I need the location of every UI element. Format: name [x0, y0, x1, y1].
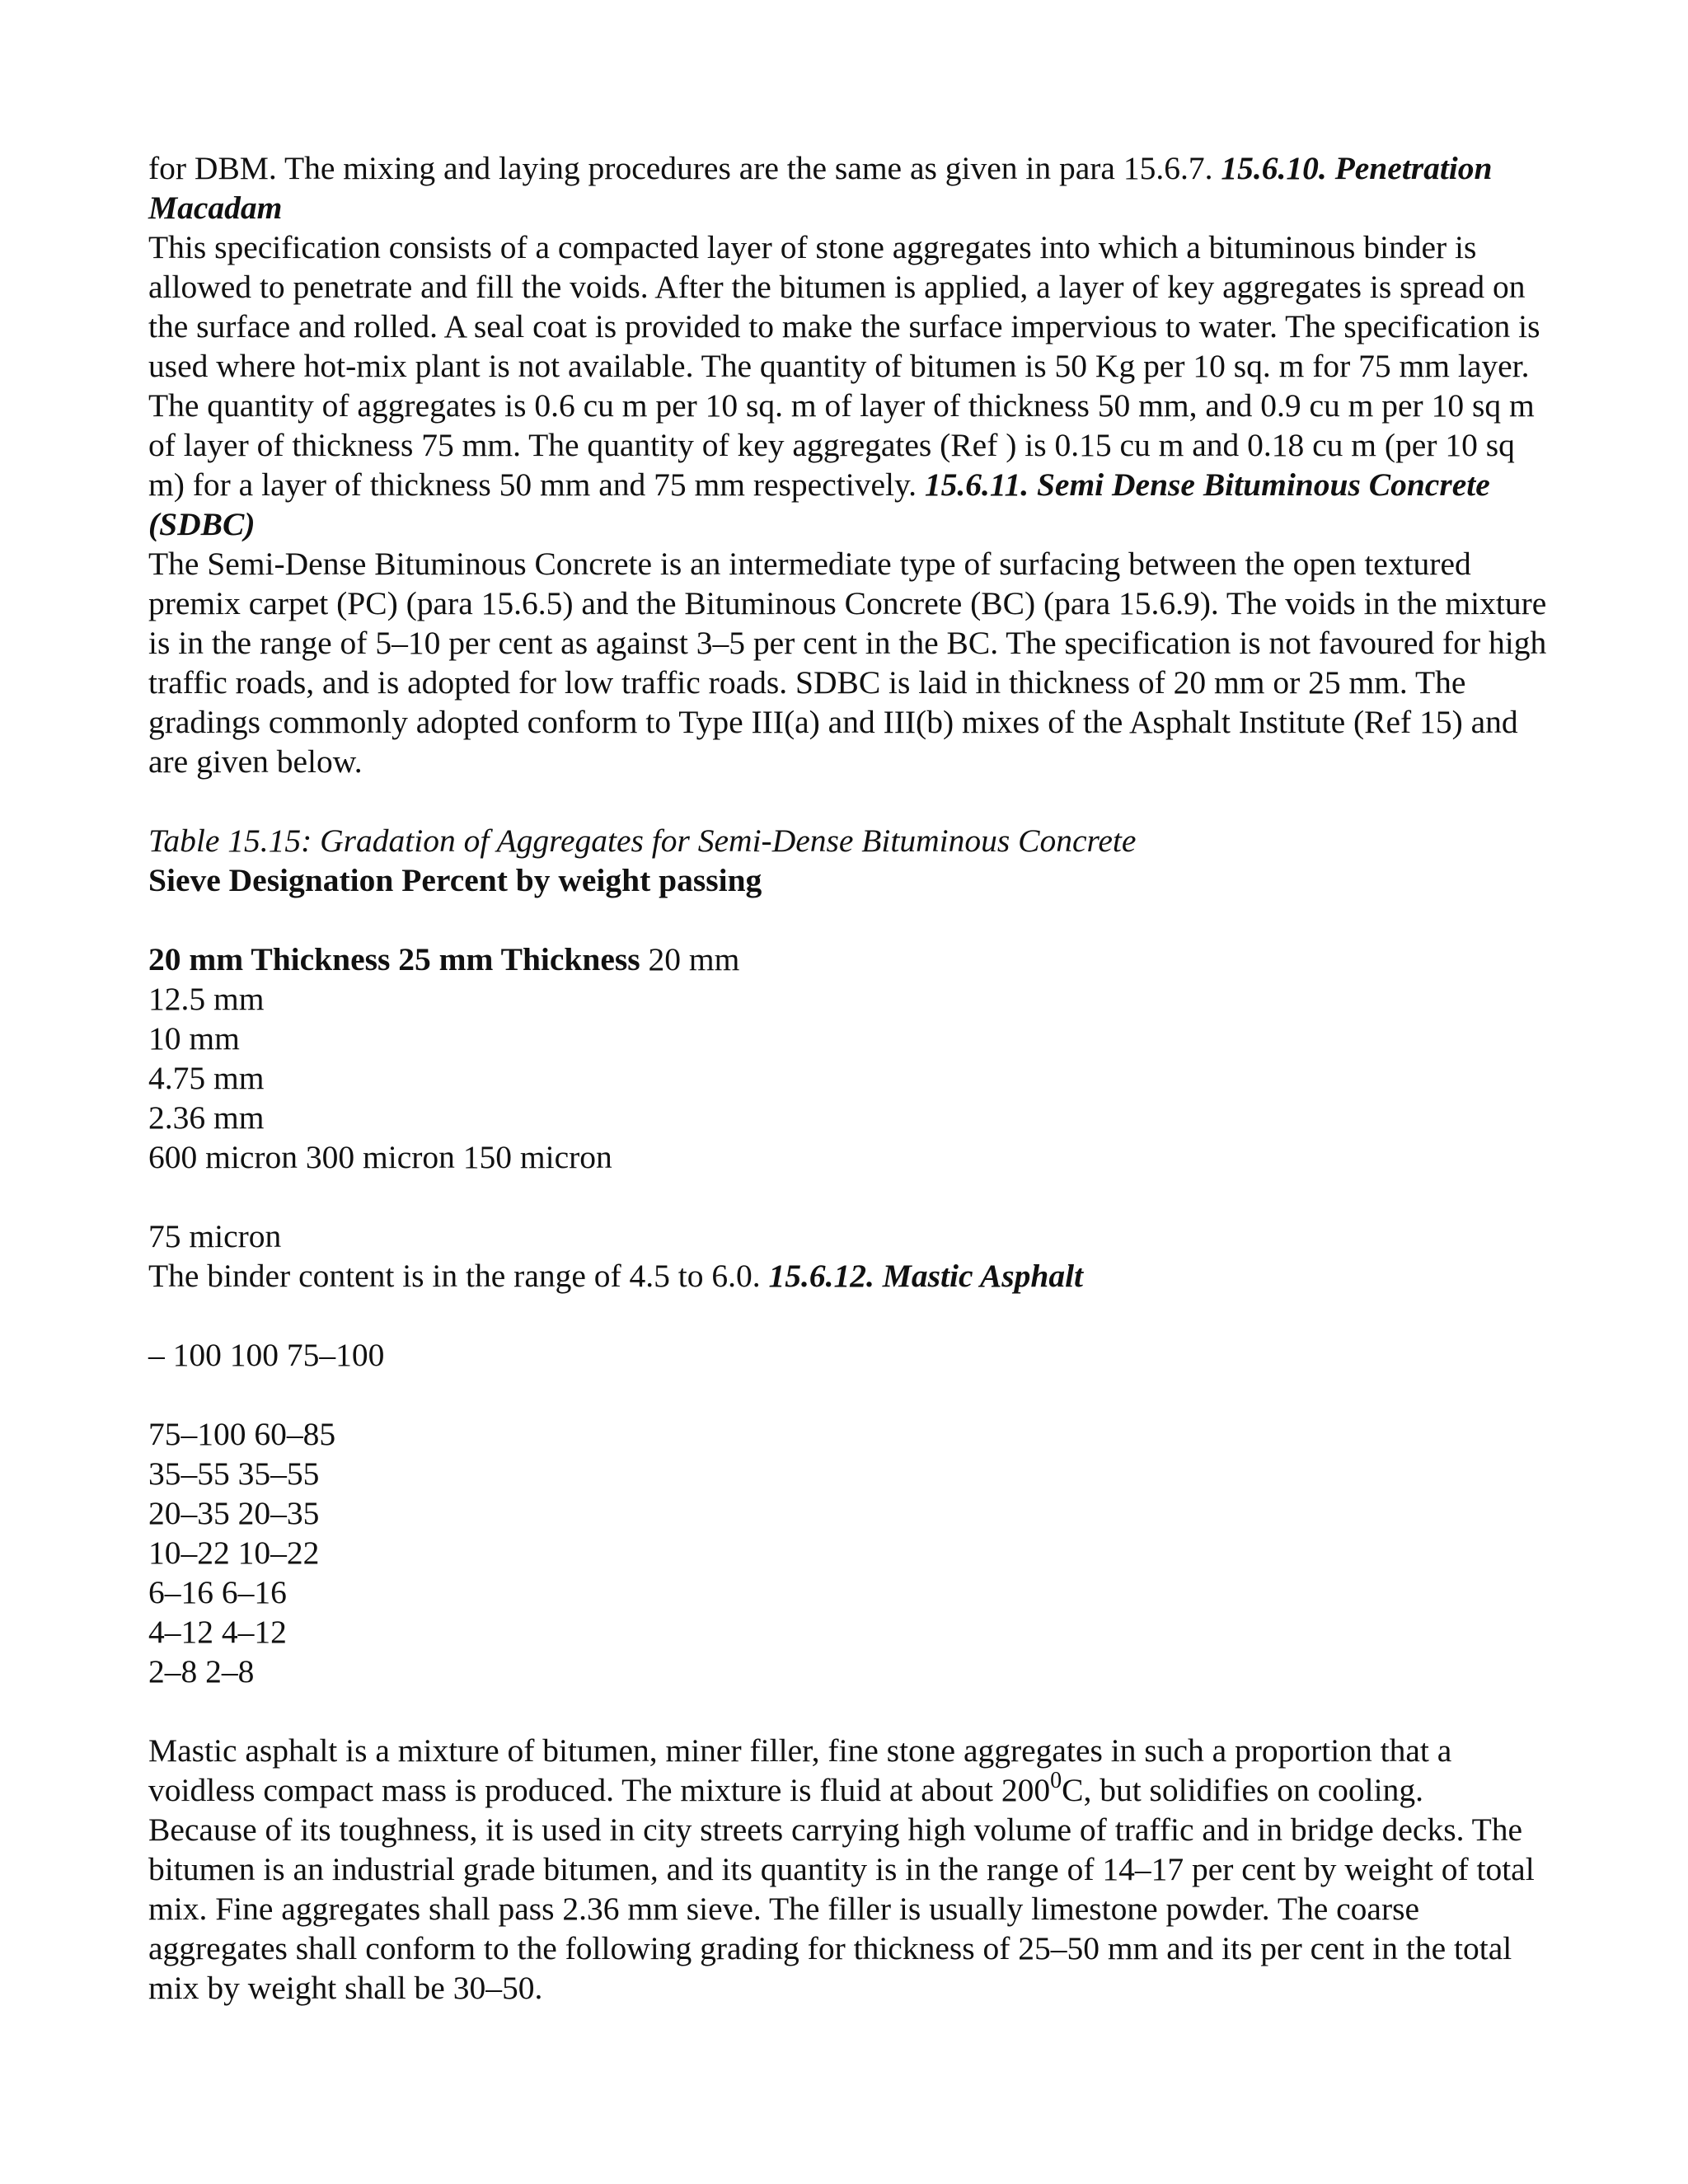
- percent-passing-row: 20–35 20–35: [148, 1495, 320, 1531]
- percent-passing-row: 2–8 2–8: [148, 1653, 255, 1690]
- percent-passing-row: 35–55 35–55: [148, 1455, 320, 1492]
- sieve-size: 2.36 mm: [148, 1099, 265, 1136]
- gradation-table: [148, 821, 1550, 1691]
- section-heading-mastic-asphalt: 15.6.12. Mastic Asphalt: [768, 1258, 1084, 1294]
- table-subheader: 20 mm Thickness 25 mm Thickness: [148, 941, 640, 977]
- section-heading-sdbc: 15.6.11. Semi Dense Bituminous Concrete (SDBC): [148, 466, 1490, 542]
- section-heading-penetration-macadam: 15.6.10. Penetration Macadam: [148, 150, 1493, 226]
- percent-passing-row: 6–16 6–16: [148, 1574, 287, 1610]
- sieve-size: 20 mm: [648, 941, 740, 977]
- sieve-size: 10 mm: [148, 1020, 240, 1057]
- paragraph-dbm: [148, 148, 1550, 227]
- percent-passing-row: 4–12 4–12: [148, 1614, 287, 1650]
- document-page: [148, 148, 1550, 2008]
- paragraph-text: voidless compact mass is produced. The mixture is fluid at about 200: [148, 1772, 1051, 1808]
- sieve-size: 12.5 mm: [148, 981, 265, 1017]
- table-caption: Table 15.15: Gradation of Aggregates for Semi-Dense Bituminous Concrete: [148, 823, 1137, 859]
- percent-passing-row: 75–100 60–85: [148, 1416, 336, 1452]
- binder-content-row: [148, 1256, 1550, 1296]
- sieve-size: 75 micron: [148, 1218, 282, 1254]
- degree-superscript: 0: [1050, 1768, 1062, 1793]
- paragraph-penetration-macadam: [148, 227, 1550, 544]
- sieve-size: 4.75 mm: [148, 1060, 265, 1096]
- sieve-size: 600 micron 300 micron 150 micron: [148, 1139, 612, 1175]
- paragraph-text: This specification consists of a compacted layer of stone aggregates into which a bituminous binder is allowed to penetrate and fill the voids. After the bitumen is applied, a layer of key aggregates is spread on the surface and rolled. A seal coat is provided to make the surface impervious to water. The specification is used where hot-mix plant is not available. The quantity of bitumen is 50 Kg per 10 sq. m for 75 mm layer. The quantity of aggregates is 0.6 cu m per 10 sq. m of layer of thickness 50 mm, and 0.9 cu m per 10 sq m of layer of thickness 75 mm. The quantity of key aggregates (Ref ) is 0.15 cu m and 0.18 cu m (per 10 sq m) for a layer of thickness 50 mm and 75 mm respectively.: [148, 229, 1540, 503]
- paragraph-sdbc: [148, 544, 1550, 781]
- paragraph-line-with-superscript: [148, 1770, 1550, 1810]
- paragraph-text: C, but solidifies on cooling.: [1062, 1772, 1423, 1808]
- paragraph-text: for DBM. The mixing and laying procedures are the same as given in para 15.6.7.: [148, 150, 1213, 186]
- binder-text: The binder content is in the range of 4.5 to 6.0.: [148, 1258, 761, 1294]
- table-subheader-row: [148, 940, 1550, 979]
- percent-passing-row: – 100 100 75–100: [148, 1337, 385, 1373]
- paragraph-text: The Semi-Dense Bituminous Concrete is an intermediate type of surfacing between the open textured premix carpet (PC) (para 15.6.5) and the Bituminous Concrete (BC) (para 15.6.9). The voids in the mixture is in the range of 5–10 per cent as against 3–5 per cent in the BC. The specification is not favoured for high traffic roads, and is adopted for low traffic roads. SDBC is laid in thickness of 20 mm or 25 mm. The gradings commonly adopted conform to Type III(a) and III(b) mixes of the Asphalt Institute (Ref 15) and are given below.: [148, 546, 1547, 780]
- table-header: Sieve Designation Percent by weight passing: [148, 862, 762, 898]
- paragraph-text: Mastic asphalt is a mixture of bitumen, miner filler, fine stone aggregates in such a proportion that a: [148, 1732, 1452, 1769]
- paragraph-mastic-asphalt: [148, 1731, 1550, 2008]
- percent-passing-row: 10–22 10–22: [148, 1535, 320, 1571]
- paragraph-text: Because of its toughness, it is used in city streets carrying high volume of traffic and in bridge decks. The bitumen is an industrial grade bitumen, and its quantity is in the range of 14–17 per cent by weight of total mix. Fine aggregates shall pass 2.36 mm sieve. The filler is usually limestone powder. The coarse aggregates shall conform to the following grading for thickness of 25–50 mm and its per cent in the total mix by weight shall be 30–50.: [148, 1811, 1535, 2006]
